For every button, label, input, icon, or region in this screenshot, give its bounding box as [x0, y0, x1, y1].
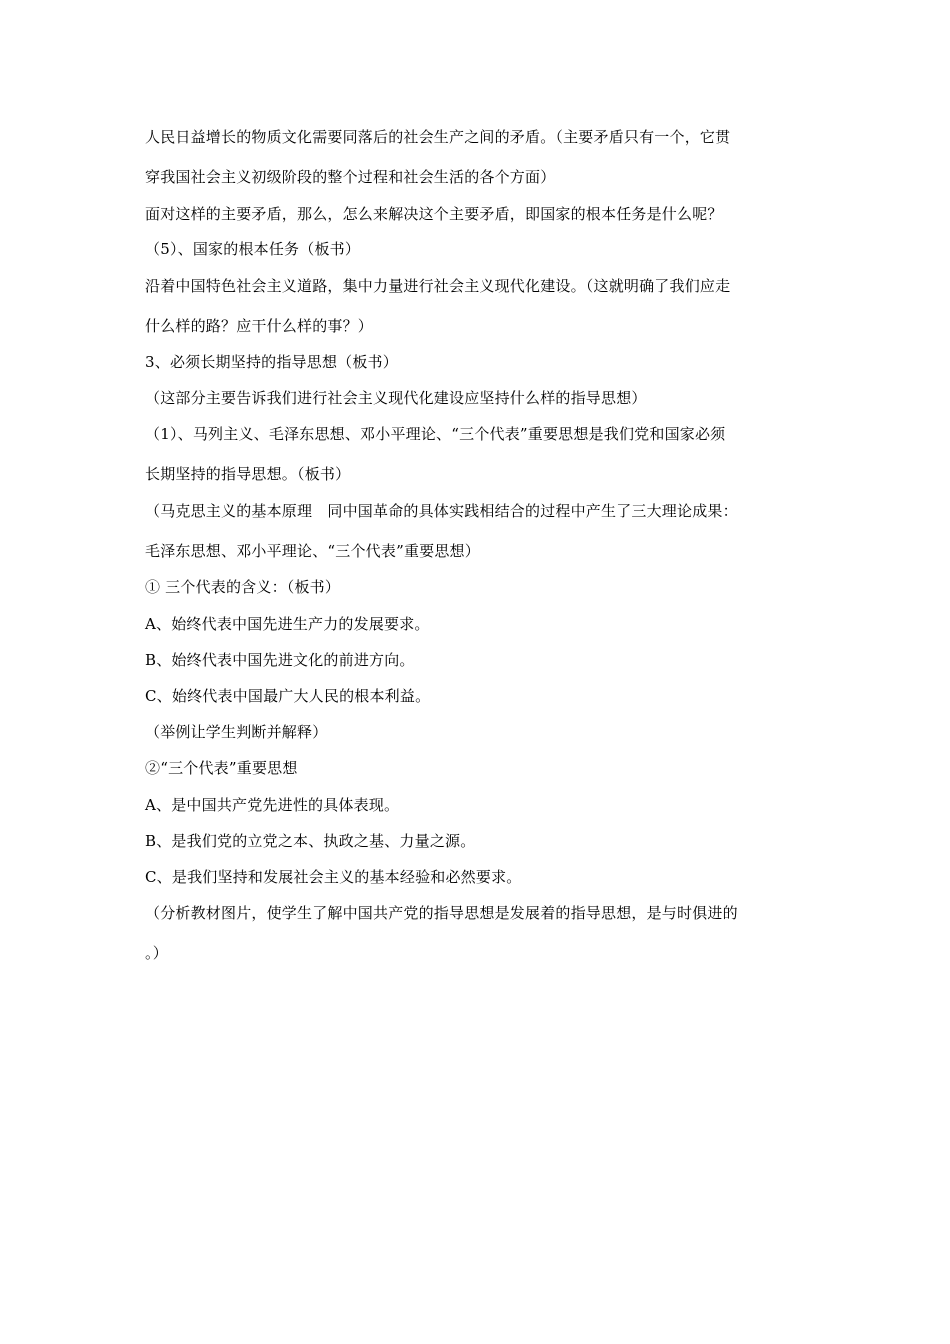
list-item: B、是我们党的立党之本、执政之基、力量之源。 — [145, 832, 476, 850]
text-line: （1）、马列主义、毛泽东思想、邓小平理论、“三个代表”重要思想是我们党和国家必须 — [145, 425, 726, 443]
list-item: B、始终代表中国先进文化的前进方向。 — [145, 651, 415, 669]
section-heading: （5）、国家的根本任务（板书） — [145, 240, 361, 258]
list-item: C、始终代表中国最广大人民的根本利益。 — [145, 687, 431, 705]
text-line: 面对这样的主要矛盾，那么，怎么来解决这个主要矛盾，即国家的根本任务是什么呢？ — [145, 205, 723, 223]
text-line: 什么样的路？应干什么样的事？） — [145, 317, 374, 335]
text-line: 长期坚持的指导思想。（板书） — [145, 465, 351, 483]
text-line: 人民日益增长的物质文化需要同落后的社会生产之间的矛盾。（主要矛盾只有一个，它贯 — [145, 128, 731, 146]
text-line: 毛泽东思想、邓小平理论、“三个代表”重要思想） — [145, 542, 480, 560]
text-line: （马克思主义的基本原理 同中国革命的具体实践相结合的过程中产生了三大理论成果： — [145, 502, 738, 520]
list-item: A、是中国共产党先进性的具体表现。 — [145, 796, 400, 814]
text-line: 沿着中国特色社会主义道路，集中力量进行社会主义现代化建设。（这就明确了我们应走 — [145, 277, 731, 295]
list-heading: ① 三个代表的含义：（板书） — [145, 578, 341, 596]
text-line: （分析教材图片，使学生了解中国共产党的指导思想是发展着的指导思想，是与时俱进的 — [145, 904, 738, 922]
text-line: （这部分主要告诉我们进行社会主义现代化建设应坚持什么样的指导思想） — [145, 389, 647, 407]
list-heading: ②“三个代表”重要思想 — [145, 759, 298, 777]
list-item: C、是我们坚持和发展社会主义的基本经验和必然要求。 — [145, 868, 522, 886]
text-line: 。） — [145, 944, 168, 962]
section-heading: 3、必须长期坚持的指导思想（板书） — [145, 353, 398, 371]
text-line: 穿我国社会主义初级阶段的整个过程和社会生活的各个方面） — [145, 168, 556, 186]
list-item: A、始终代表中国先进生产力的发展要求。 — [145, 615, 430, 633]
text-line: （举例让学生判断并解释） — [145, 723, 328, 741]
